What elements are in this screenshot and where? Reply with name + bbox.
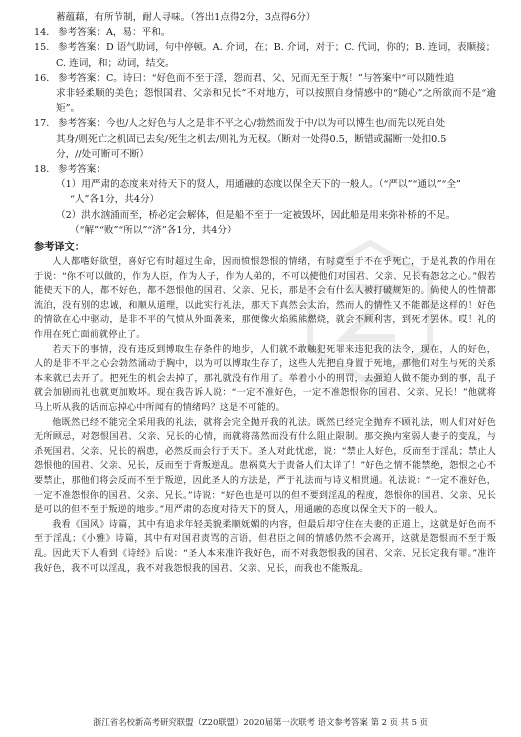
answer-text: 参考答案：C。诗曰：“好色而不至于淫，怨而君、父、兄而无至于叛！”与答案中“可以随性追 — [58, 72, 455, 84]
answer-line: “人”各1分，共4分） — [70, 194, 160, 206]
answer-line: 蓄蕴藉，有所节制，耐人寻味。（答出1点得2分，3点得6分） — [56, 12, 316, 23]
answer-line: （2）洪水汹涌而至，桥必定会解体，但是船不至于一定被毁坏，因此船是用来弥补桥的不足。 — [56, 209, 456, 221]
answer-line: 求非轻柔顺的美色；怨恨国君、父亲和兄长”不对地方，可以按照自身情感中的“随心”之所欲而不是“逾矩”。 — [56, 88, 496, 115]
page-footer: 浙江省名校新高考研究联盟（Z20联盟）2020届第一次联考 语文参考答案 第 2 页 共 5 页 — [92, 717, 429, 727]
question-number: 17. — [34, 118, 50, 130]
question-number: 15. — [34, 42, 50, 54]
answer-line: （“解”“败”“所以”“济”各1分，共4分） — [70, 224, 237, 236]
answer-line: C. 连词，和；动词，结交。 — [56, 57, 175, 69]
translation-heading: 参考译文： — [34, 241, 85, 254]
answer-text: 参考答案：A，易：平和。 — [58, 27, 171, 39]
answer-line: 其身/则死亡之机固已去矣/死生之机去/则礼为无权。（断对一处得0.5，断错或漏断一处扣0.5 — [56, 133, 447, 145]
answer-line: 分，//处可断可不断） — [56, 148, 149, 160]
answer-18 — [34, 162, 496, 177]
answer-line: （1）用严肃的态度来对待天下的贤人，用通融的态度以保全天下的一般人。（“严以”“通以”“全” — [56, 179, 461, 191]
question-number: 18. — [34, 164, 50, 176]
answer-text: 参考答案： — [58, 164, 106, 176]
translation-paragraph: 我看《国风》诗篇，其中有追求年轻美貌柔顺妩媚的内容，但最后却守住在夫妻的正道上，这就是好色而不至于淫乱；《小雅》诗篇，其中有对国君责骂的言语，但君臣之间的情感仍然不会离开，这就是怨恨而不至于叛乱。因此天下人看到《诗经》后说：“圣人本来准许我好色，而不对我怨恨我的国君、父亲、兄长定我有罪。”准许我好色，我不可以淫乱，我不对我怨恨我的国君、父亲、兄长，而我也不能叛乱。 — [34, 519, 496, 574]
translation-paragraph: 人人都嗜好欲望，喜好它有时超过生命，因而愤恨怨恨的情绪，有时竟至于不在乎死亡，于是礼教的作用在于说：“你不可以做的，作为人臣，作为人子，作为人弟的，不可以使他们对国君、父亲、兄长有怨忿之心。”假若能使天下的人，都不好色，都不怨恨他的国君、父亲、兄长，那是不会有什么人被打破规矩的。倘使人的性情都流泊，没有别的忠诚，和顺从道理，以此实行礼法，那天下真然会太治，然而人的情性又不能都是这样的！好色的情欲在心中驱动，是非不平的气愤从外面袭来，那便像火焰熊熊燃烧，就会不顾利害，到死才罢休。哎！礼的作用在死亡面前就停止了。 — [34, 257, 496, 341]
translation-paragraph: 若天下的事情，没有违反到博取生存条件的地步，人们就不敢触犯死罪来违犯我的法令，现在，人的好色，人的是非不平之心会勃然涌动于胸中，以为可以博取生存了，这些人先把自身置于死地，那他们对生与死的关系本来就已去开了。把死生的机会去掉了，那礼就没有作用了。举着小小的刑罚，去强迫人做不能办到的事，乱子就会加剧而礼也就更加败坏。现在我告诉人说：“一定不准好色，一定不准怨恨你的国君、父亲、兄长！”他就将马上听从我的话而忘掉心中所闻有的情绪吗？这是不可能的。 — [34, 344, 496, 413]
answer-15 — [34, 40, 496, 55]
question-number: 16. — [34, 72, 50, 84]
answer-text: 参考答案：D 语气助词，句中停顿。A. 介词，在；B. 介词，对于；C. 代词，你的；B. 连词，表顺接； — [58, 42, 496, 54]
translation-paragraph: 他既然已经不能完全采用我的礼法，就将会完全抛开我的礼法。既然已经完全抛弃不顾礼法，则人们对好色无所顾忌，对怨恨国君、父亲、兄长的心情，而就将荡然而没有什么阻止限制。那交换内室弱人妻子的变乱，与杀死国君、父亲、兄长的祸患，必然反而会行于天下。圣人对此忧虑，说：“禁止人好色，反而至于淫乱；禁止人怨恨他的国君、父亲、兄长，反而至于背叛逆乱。患祸莫大于责备人们太详了！”好色之情不能禁绝，怨恨之心不要禁止，那他们将会反而不至于叛逆，因此圣人的方法是，严于礼法而与诗义相贯通。礼法说：“一定不准好色，一定不准怨恨你的国君、父亲、兄长。”诗说：“好色也是可以的但不要到淫乱的程度，怨恨你的国君、父亲、兄长是可以的但不至于叛逆的地步。”用严肃的态度对待天下的贤人，用通融的态度以保全天下的一般人。 — [34, 417, 496, 516]
answer-content — [34, 10, 496, 576]
answer-17 — [34, 116, 496, 131]
answer-14 — [34, 25, 496, 40]
question-number: 14. — [34, 27, 50, 39]
answer-text: 参考答案：今也/人之好色与人之是非不平之心/勃然而发于中/以为可以博生也/而先以死自处 — [58, 118, 446, 130]
answer-16 — [34, 71, 496, 86]
